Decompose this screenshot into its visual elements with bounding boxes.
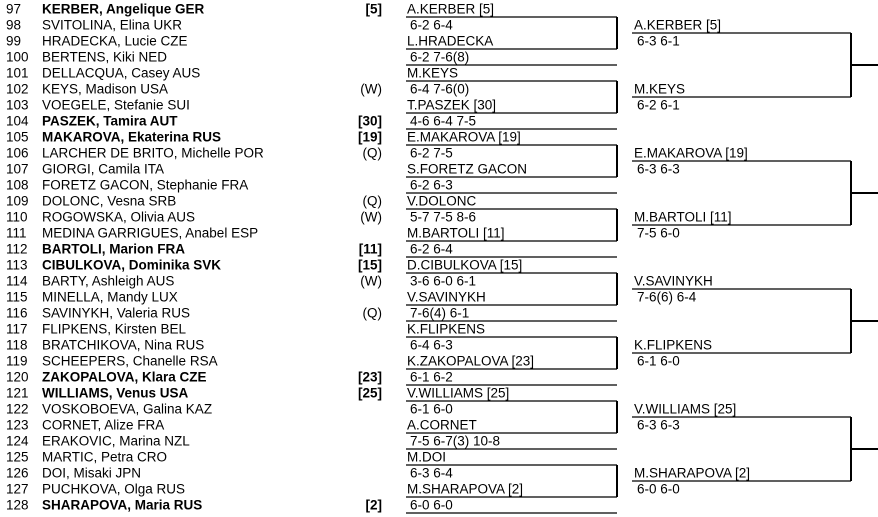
- round2-score: 3-6 6-0 6-1: [410, 273, 477, 289]
- player-number: 97: [6, 1, 22, 17]
- player-name: CIBULKOVA, Dominika SVK: [42, 257, 222, 273]
- round2-winner: D.CIBULKOVA [15]: [407, 257, 523, 273]
- player-number: 104: [6, 113, 29, 129]
- round3-score: 6-1 6-0: [637, 353, 680, 369]
- round2-score: 7-6(4) 6-1: [410, 305, 470, 321]
- player-seed: [2]: [365, 497, 382, 513]
- round3-winner: A.KERBER [5]: [634, 17, 722, 33]
- round2-score: 4-6 6-4 7-5: [410, 113, 477, 129]
- player-seed: [30]: [357, 113, 382, 129]
- round2-winner: V.DOLONC: [407, 193, 477, 209]
- round2-winner: E.MAKAROVA [19]: [407, 129, 521, 145]
- player-number: 116: [6, 305, 28, 321]
- player-name: BRATCHIKOVA, Nina RUS: [42, 337, 205, 353]
- round2-score: 6-4 6-3: [410, 337, 453, 353]
- player-seed: [25]: [357, 385, 382, 401]
- player-number: 103: [6, 97, 29, 113]
- player-name: DOLONC, Vesna SRB: [42, 193, 177, 209]
- player-number: 99: [6, 33, 22, 49]
- player-name: FORETZ GACON, Stephanie FRA: [42, 177, 249, 193]
- player-name: SHARAPOVA, Maria RUS: [42, 497, 203, 513]
- player-seed: (Q): [362, 145, 382, 161]
- round2-winner: M.KEYS: [407, 65, 459, 81]
- player-seed: [11]: [358, 241, 382, 257]
- player-name: CORNET, Alize FRA: [42, 417, 165, 433]
- player-number: 126: [6, 465, 29, 481]
- round2-score: 6-0 6-0: [410, 497, 453, 513]
- player-name: WILLIAMS, Venus USA: [42, 385, 189, 401]
- player-name: ZAKOPALOVA, Klara CZE: [42, 369, 207, 385]
- round2-score: 5-7 7-5 8-6: [410, 209, 477, 225]
- player-seed: (W): [360, 273, 382, 289]
- round3-score: 6-0 6-0: [637, 481, 680, 497]
- player-name: BARTY, Ashleigh AUS: [42, 273, 175, 289]
- player-name: SVITOLINA, Elina UKR: [42, 17, 183, 33]
- player-number: 119: [6, 353, 28, 369]
- player-name: FLIPKENS, Kirsten BEL: [42, 321, 187, 337]
- round2-winner: A.CORNET: [407, 417, 477, 433]
- player-number: 124: [6, 433, 29, 449]
- player-number: 113: [6, 257, 28, 273]
- player-number: 127: [6, 481, 29, 497]
- player-number: 112: [6, 241, 28, 257]
- round3-score: 6-3 6-3: [637, 161, 680, 177]
- player-number: 123: [6, 417, 29, 433]
- player-name: VOSKOBOEVA, Galina KAZ: [42, 401, 213, 417]
- player-name: SCHEEPERS, Chanelle RSA: [42, 353, 218, 369]
- player-number: 120: [6, 369, 29, 385]
- player-name: GIORGI, Camila ITA: [42, 161, 165, 177]
- player-number: 121: [6, 385, 29, 401]
- player-number: 100: [6, 49, 29, 65]
- player-name: MARTIC, Petra CRO: [42, 449, 168, 465]
- player-number: 107: [6, 161, 29, 177]
- player-name: MINELLA, Mandy LUX: [42, 289, 178, 305]
- round3-score: 6-2 6-1: [637, 97, 680, 113]
- player-seed: (W): [360, 81, 382, 97]
- round2-winner: M.SHARAPOVA [2]: [407, 481, 524, 497]
- round2-winner: V.WILLIAMS [25]: [407, 385, 510, 401]
- player-seed: (Q): [362, 193, 382, 209]
- round2-score: 6-2 7-6(8): [410, 49, 470, 65]
- player-name: SAVINYKH, Valeria RUS: [42, 305, 191, 321]
- round3-winner: K.FLIPKENS: [634, 337, 713, 353]
- round2-score: 6-3 6-4: [410, 465, 453, 481]
- player-number: 98: [6, 17, 22, 33]
- player-number: 117: [6, 321, 28, 337]
- player-name: PUCHKOVA, Olga RUS: [42, 481, 186, 497]
- player-name: ERAKOVIC, Marina NZL: [42, 433, 190, 449]
- round3-score: 6-3 6-3: [637, 417, 680, 433]
- player-name: KERBER, Angelique GER: [42, 1, 205, 17]
- round2-winner: M.DOI: [407, 449, 446, 465]
- round2-score: 6-1 6-2: [410, 369, 453, 385]
- player-seed: [5]: [365, 1, 382, 17]
- round2-winner: L.HRADECKA: [407, 33, 494, 49]
- player-name: BERTENS, Kiki NED: [42, 49, 168, 65]
- round3-score: 6-3 6-1: [637, 33, 680, 49]
- player-name: DELLACQUA, Casey AUS: [42, 65, 201, 81]
- player-seed: (Q): [362, 305, 382, 321]
- round2-winner: T.PASZEK [30]: [407, 97, 497, 113]
- player-name: LARCHER DE BRITO, Michelle POR: [42, 145, 264, 161]
- player-number: 114: [6, 273, 28, 289]
- player-number: 106: [6, 145, 29, 161]
- round2-winner: S.FORETZ GACON: [407, 161, 528, 177]
- player-name: DOI, Misaki JPN: [42, 465, 142, 481]
- player-number: 125: [6, 449, 29, 465]
- player-name: KEYS, Madison USA: [42, 81, 169, 97]
- round2-score: 6-2 6-4: [410, 17, 453, 33]
- player-name: MEDINA GARRIGUES, Anabel ESP: [42, 225, 259, 241]
- round2-score: 6-2 6-4: [410, 241, 453, 257]
- round3-winner: M.BARTOLI [11]: [634, 209, 732, 225]
- round3-winner: M.SHARAPOVA [2]: [634, 465, 751, 481]
- player-number: 102: [6, 81, 29, 97]
- round3-winner: M.KEYS: [634, 81, 686, 97]
- player-seed: [15]: [357, 257, 382, 273]
- player-number: 109: [6, 193, 29, 209]
- player-number: 110: [6, 209, 28, 225]
- player-name: VOEGELE, Stefanie SUI: [42, 97, 190, 113]
- round2-winner: A.KERBER [5]: [407, 1, 495, 17]
- player-number: 111: [6, 225, 27, 241]
- round3-score: 7-6(6) 6-4: [637, 289, 697, 305]
- round3-score: 7-5 6-0: [637, 225, 680, 241]
- round2-score: 6-2 7-5: [410, 145, 453, 161]
- player-name: MAKAROVA, Ekaterina RUS: [42, 129, 222, 145]
- round2-winner: K.FLIPKENS: [407, 321, 486, 337]
- player-name: ROGOWSKA, Olivia AUS: [42, 209, 196, 225]
- player-name: BARTOLI, Marion FRA: [42, 241, 185, 257]
- player-number: 118: [6, 337, 28, 353]
- player-name: PASZEK, Tamira AUT: [42, 113, 178, 129]
- player-number: 108: [6, 177, 29, 193]
- player-seed: [19]: [357, 129, 382, 145]
- round2-score: 6-2 6-3: [410, 177, 453, 193]
- player-number: 101: [6, 65, 29, 81]
- round2-winner: M.BARTOLI [11]: [407, 225, 505, 241]
- round2-score: 6-1 6-0: [410, 401, 453, 417]
- round2-score: 7-5 6-7(3) 10-8: [410, 433, 501, 449]
- round3-winner: V.SAVINYKH: [634, 273, 713, 289]
- player-seed: (W): [360, 209, 382, 225]
- player-seed: [23]: [357, 369, 382, 385]
- player-number: 128: [6, 497, 29, 513]
- round2-winner: K.ZAKOPALOVA [23]: [407, 353, 535, 369]
- round3-winner: E.MAKAROVA [19]: [634, 145, 748, 161]
- round3-winner: V.WILLIAMS [25]: [634, 401, 737, 417]
- player-number: 115: [6, 289, 28, 305]
- round2-score: 6-4 7-6(0): [410, 81, 470, 97]
- player-name: HRADECKA, Lucie CZE: [42, 33, 188, 49]
- round2-winner: V.SAVINYKH: [407, 289, 486, 305]
- player-number: 105: [6, 129, 29, 145]
- player-number: 122: [6, 401, 29, 417]
